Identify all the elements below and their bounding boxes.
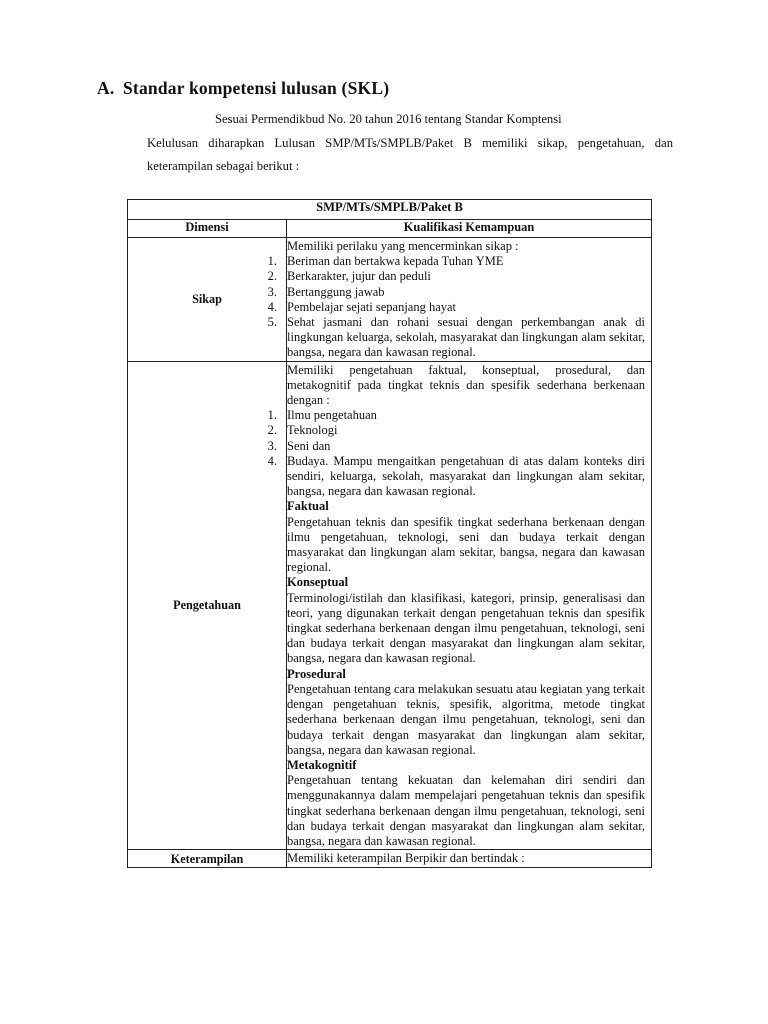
pengetahuan-content: [267, 361, 652, 850]
dimension-keterampilan: Keterampilan: [128, 850, 287, 868]
table-header-row: [128, 220, 652, 238]
list-item: 1. Ilmu pengetahuan: [267, 408, 377, 423]
section-number: A.: [97, 78, 115, 98]
pengetahuan-intro: Memiliki pengetahuan faktual, konseptual, prosedural, dan metakognitif pada tingkat teknis dan spesifik sederhana berkenaan dengan :: [287, 362, 645, 408]
sikap-intro: Memiliki perilaku yang mencerminkan sikap :: [287, 239, 519, 253]
prosedural-title: Prosedural: [287, 666, 346, 681]
keterampilan-content: [287, 850, 652, 868]
table-title-row: [128, 200, 652, 220]
list-item: 2. Berkarakter, jujur dan peduli: [267, 269, 431, 284]
header-kualifikasi: Kualifikasi Kemampuan: [287, 220, 652, 238]
konseptual-title: Konseptual: [287, 575, 349, 590]
keterampilan-intro: Memiliki keterampilan Berpikir dan bertindak :: [287, 851, 525, 866]
pengetahuan-list: [267, 408, 645, 499]
table-title: SMP/MTs/SMPLB/Paket B: [128, 200, 652, 220]
section-heading: [97, 78, 389, 99]
intro-line-1: Sesuai Permendikbud No. 20 tahun 2016 tentang Standar Komptensi: [215, 112, 562, 126]
intro-paragraph: [147, 108, 673, 179]
skl-table: [127, 199, 652, 868]
dimension-sikap: Sikap: [128, 238, 287, 362]
list-item: 4. Budaya. Mampu mengaitkan pengetahuan di atas dalam konteks diri sendiri, keluarga, sekolah, masyarakat dan lingkungan alam sekitar, bangsa, negara dan kawasan regional.: [267, 453, 645, 499]
table-row-keterampilan: [128, 850, 652, 868]
table-row-sikap: [128, 238, 652, 362]
dimension-pengetahuan: Pengetahuan: [128, 361, 287, 850]
table-row-pengetahuan: [128, 361, 652, 850]
list-item: 3. Bertanggung jawab: [267, 284, 385, 299]
intro-rest: Kelulusan diharapkan Lulusan SMP/MTs/SMPLB/Paket B memiliki sikap, pengetahuan, dan keterampilan sebagai berikut :: [147, 135, 673, 173]
list-item: 1. Beriman dan bertakwa kepada Tuhan YME: [267, 254, 504, 269]
faktual-title: Faktual: [287, 499, 329, 514]
metakognitif-title: Metakognitif: [287, 757, 357, 772]
metakognitif-text: Pengetahuan tentang kekuatan dan kelemahan diri sendiri dan menggunakannya dalam mempelajari pengetahuan teknis dan spesifik tingkat sederhana berkenaan dengan ilmu pengetahuan, teknologi, seni dan budaya terkait dengan masyarakat dan lingkungan alam sekitar, bangsa, negara dan kawasan regional.: [287, 773, 645, 848]
section-title: Standar kompetensi lulusan (SKL): [123, 78, 390, 98]
sikap-content: [267, 238, 652, 362]
list-item: 2. Teknologi: [267, 423, 338, 438]
sikap-list: [267, 254, 645, 360]
list-item: 4. Pembelajar sejati sepanjang hayat: [267, 299, 457, 314]
faktual-text: Pengetahuan teknis dan spesifik tingkat sederhana berkenaan dengan ilmu pengetahuan, teknologi, seni dan budaya terkait dengan masyarakat dan lingkungan alam sekitar, bangsa, negara dan kawasan regional.: [287, 514, 645, 575]
list-item: 3. Seni dan: [267, 438, 331, 453]
konseptual-text: Terminologi/istilah dan klasifikasi, kategori, prinsip, generalisasi dan teori, yang digunakan terkait dengan pengetahuan teknis dan spesifik tingkat sederhana berkenaan dengan ilmu pengetahuan, teknologi, seni dan budaya terkait dengan masyarakat dan lingkungan alam sekitar, bangsa, negara dan kawasan regional.: [287, 590, 645, 666]
header-dimensi: Dimensi: [128, 220, 287, 238]
prosedural-text: Pengetahuan tentang cara melakukan sesuatu atau kegiatan yang terkait dengan pengetahuan teknis, spesifik, algoritma, metode tingkat sederhana berkenaan dengan ilmu pengetahuan, teknologi, seni dan budaya terkait dengan masyarakat dan lingkungan alam sekitar, bangsa, negara dan kawasan regional.: [287, 681, 645, 757]
list-item: 5. Sehat jasmani dan rohani sesuai dengan perkembangan anak di lingkungan keluarga, sekolah, masyarakat dan lingkungan alam sekitar, bangsa, negara dan kawasan regional.: [267, 315, 645, 360]
